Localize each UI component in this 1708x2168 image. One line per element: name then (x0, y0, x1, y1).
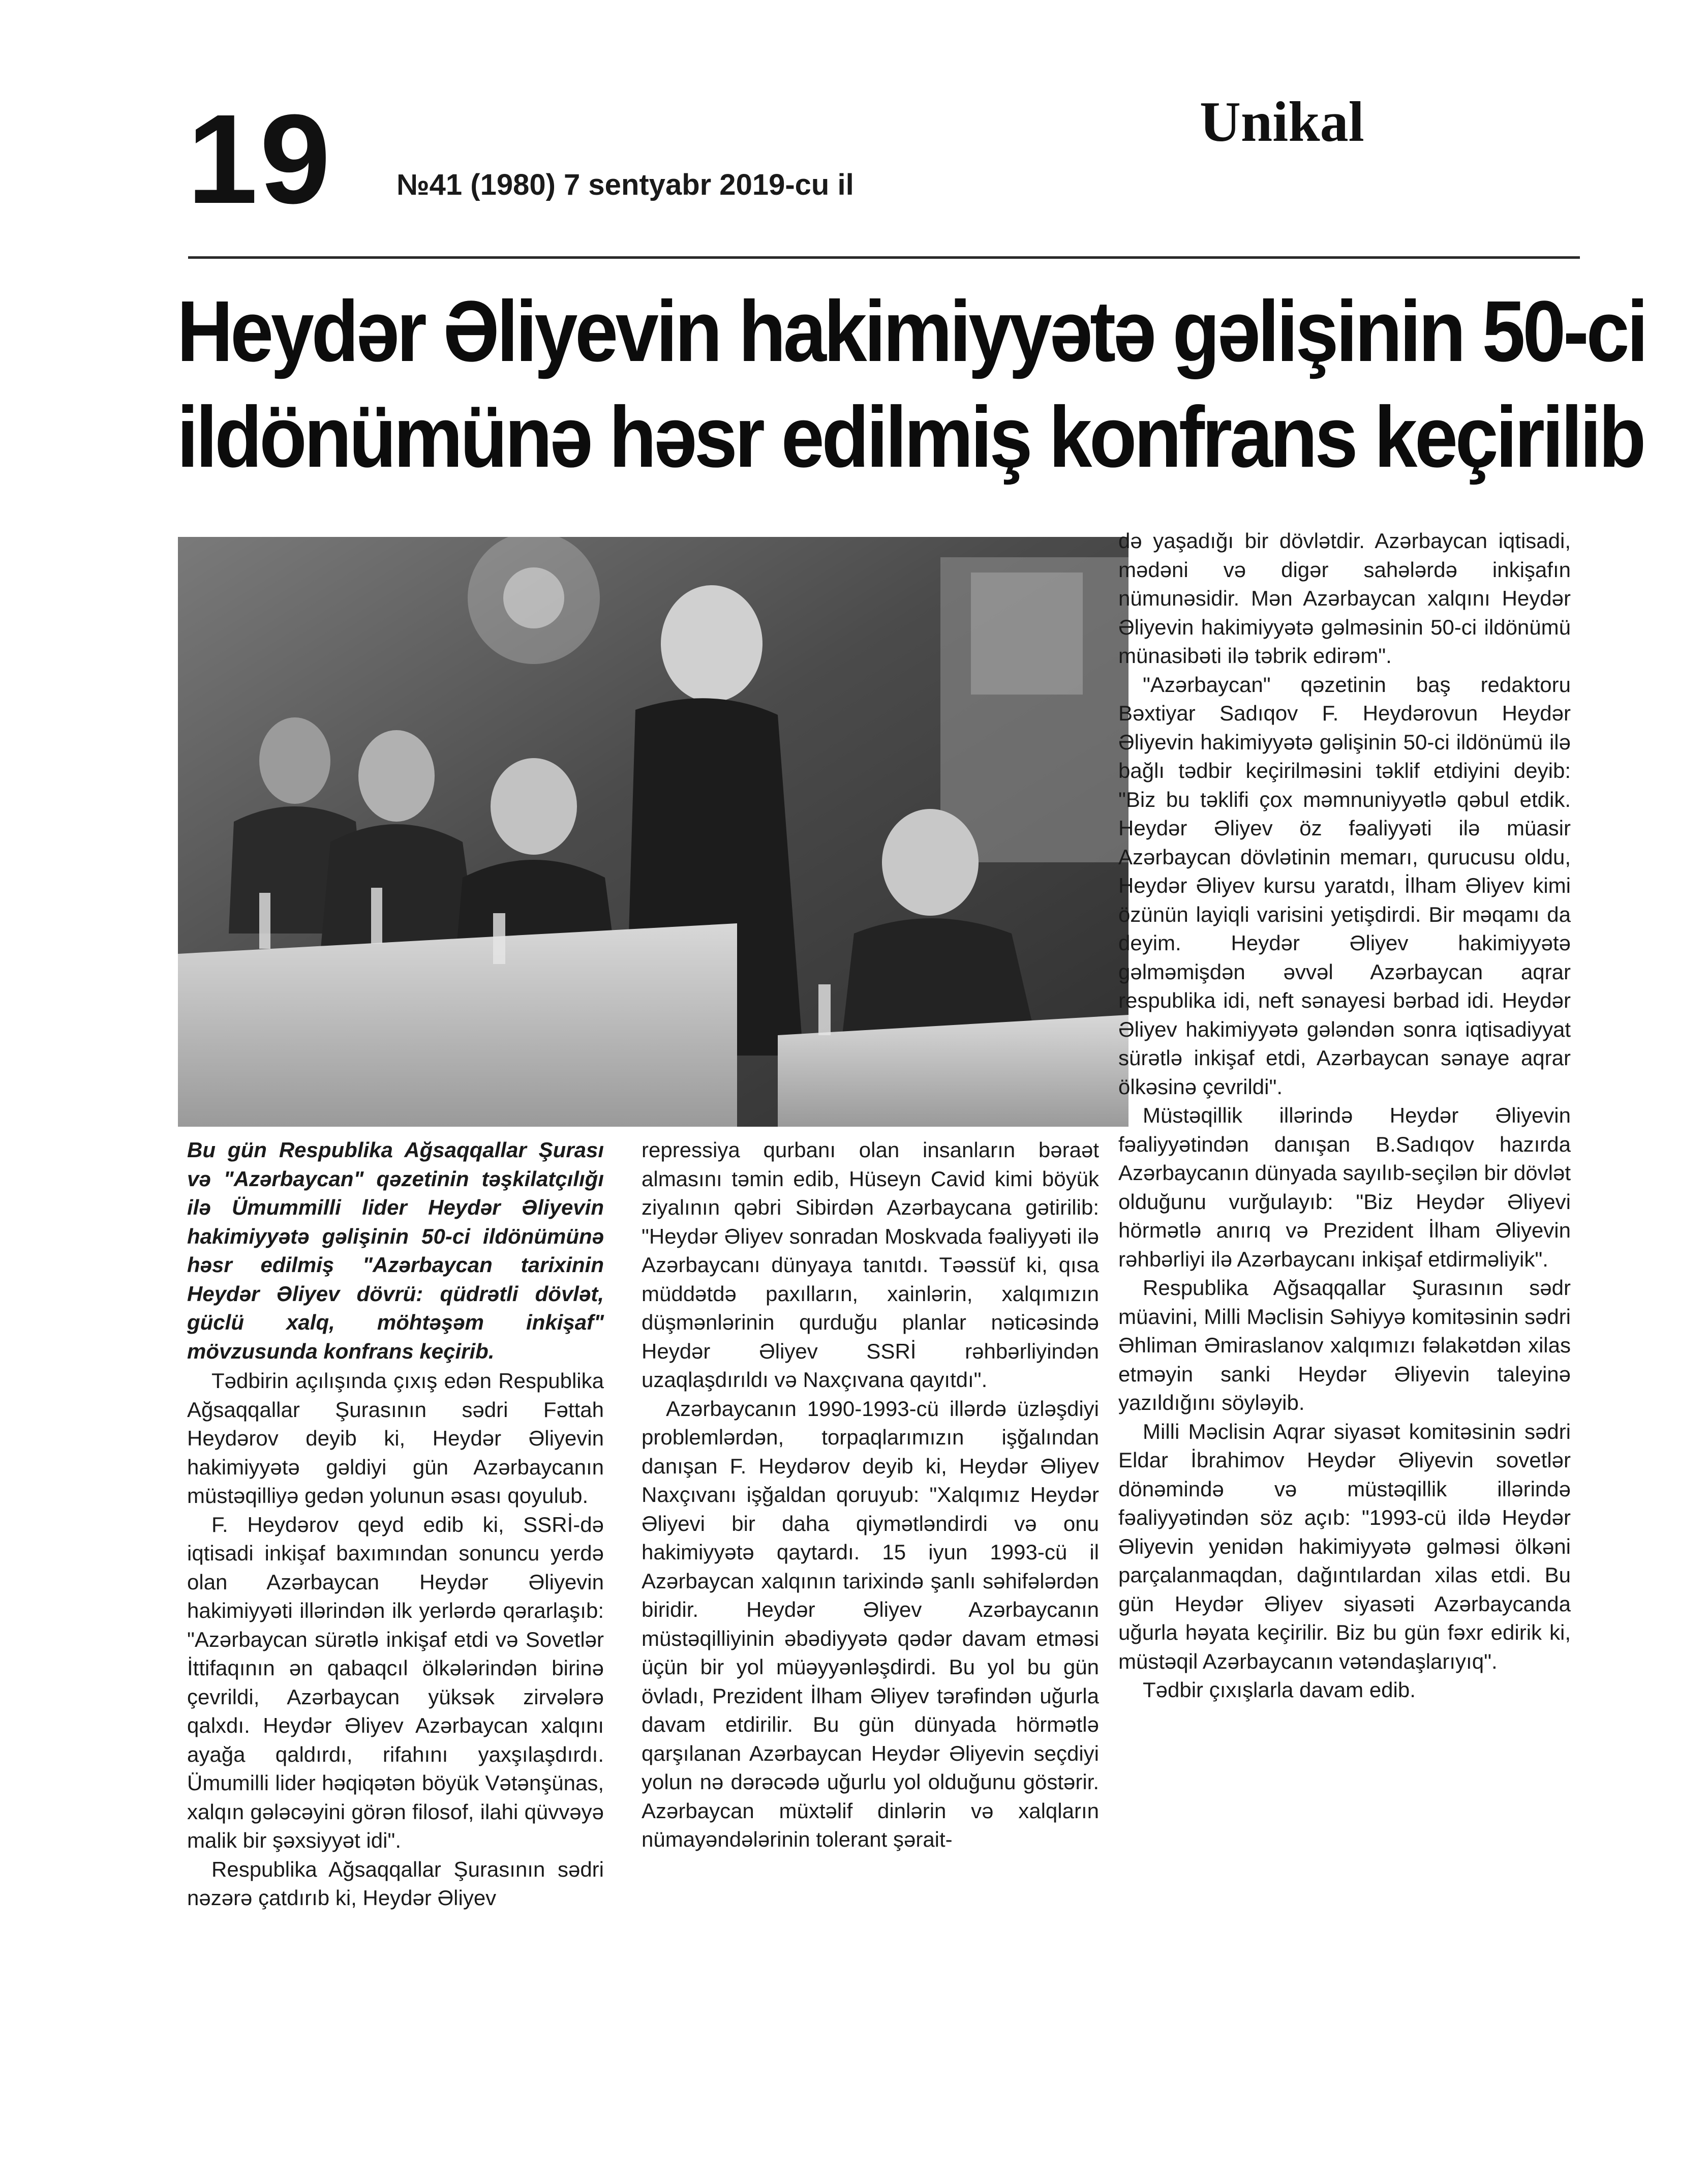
article-column-1 (187, 1136, 604, 1913)
paragraph: Respublika Ağsaqqallar Şurasının sədri nəzərə çatdırıb ki, Heydər Əliyev (187, 1857, 604, 1910)
paragraph: Müstəqillik illərində Heydər Əliyevin fəaliyyətindən danışan B.Sadıqov hazırda Azərbaycanın dünyada sayılıb-seçilən bir dövlət olduğunu vurğulayıb: "Biz Heydər Əliyevi hörmətlə anırıq və Prezident İlham Əliyevin rəhbərliyi ilə Azərbaycanı inkişaf etdirməliyik". (1118, 1103, 1571, 1271)
paragraph: Tədbir çıxışlarla davam edib. (1143, 1678, 1416, 1702)
paragraph: F. Heydərov qeyd edib ki, SSRİ-də iqtisadi inkişaf baxımından sonuncu yerdə olan Azərbaycan Heydər Əliyevin hakimiyyəti illərindən ilk yerlərdə qərarlaşıb: "Azərbaycan sürətlə inkişaf etdi və Sovetlər İttifaqının ən qabaqcıl ölkələrindən birinə çevrildi, Azərbaycan yüksək zirvələrə qalxdı. Heydər Əliyev Azərbaycan xalqını ayağa qaldırdı, rifahını yaxşılaşdırdı. Ümumilli lider həqiqətən böyük Vətənşünas, xalqın gələcəyini görən filosof, ilahi qüvvəyə malik bir şəxsiyyət idi". (187, 1512, 604, 1852)
article-column-2 (642, 1136, 1099, 1854)
article-headline (177, 279, 1646, 490)
headline-line-1: Heydər Əliyevin hakimiyyətə gəlişinin 50-ci (177, 283, 1646, 380)
article-photo (178, 537, 1128, 1127)
headline-line-2: ildönümünə həsr edilmiş konfrans keçirilib (177, 389, 1643, 486)
photo-illustration (178, 537, 1128, 1127)
publication-brand: Unikal (1200, 91, 1364, 154)
header-divider (188, 256, 1580, 259)
article-column-3 (1118, 527, 1571, 1705)
paragraph: Respublika Ağsaqqallar Şurasının sədr müavini, Milli Məclisin Səhiyyə komitəsinin sədri Əhliman Əmiraslanov xalqımızı fəlakətdən xilas etməyin sanki Heydər Əliyevin taleyinə yazıldığını söyləyib. (1118, 1276, 1571, 1414)
paragraph: "Azərbaycan" qəzetinin baş redaktoru Bəxtiyar Sadıqov F. Heydərovun Heydər Əliyevin hakimiyyətə gəlişinin 50-ci ildönümü ilə bağlı tədbir keçirilməsini təklif etdiyini deyib: "Biz bu təklifi çox məmnuniyyətlə qəbul etdik. Heydər Əliyev öz fəaliyyəti ilə müasir Azərbaycan dövlətinin memarı, qurucusu oldu, Heydər Əliyev kursu yaratdı, İlham Əliyev kimi özünün layiqli varisini yetişdirdi. Bir məqamı da deyim. Heydər Əliyev hakimiyyətə gəlməmişdən əvvəl Azərbaycan aqrar respublika idi, neft sənayesi bərbad idi. Heydər Əliyev hakimiyyətə gələndən sonra iqtisadiyyat sürətlə inkişaf etdi, Azərbaycan sənaye aqrar ölkəsinə çevrildi". (1118, 672, 1571, 1099)
paragraph: Milli Məclisin Aqrar siyasət komitəsinin sədri Eldar İbrahimov Heydər Əliyevin sovetlər dönəmində və müstəqillik illərində fəaliyyətindən söz açıb: "1993-cü ildə Heydər Əliyevin yenidən hakimiyyətə gəlməsi ölkəni parçalanmaqdan, dağıntılardan xilas etdi. Bu gün Heydər Əliyev siyasəti Azərbaycanda uğurla həyata keçirilir. Biz bu gün fəxr edirik ki, müstəqil Azərbaycanın vətəndaşlarıyıq". (1118, 1419, 1571, 1673)
paragraph: repressiya qurbanı olan insanların bəraət almasını təmin edib, Hüseyn Cavid kimi böyük ziyalının qəbri Sibirdən Azərbaycana gətirilib: "Heydər Əliyev sonradan Moskvada fəaliyyəti ilə Azərbaycanı dünyaya tanıtdı. Təəssüf ki, qısa müddətdə paxılların, xainlərin, xalqımızın düşmənlərinin qurduğu planlar nəticəsində Heydər Əliyev SSRİ rəhbərliyindən uzaqlaşdırıldı və Naxçıvana qayıtdı". (642, 1138, 1099, 1392)
issue-line: №41 (1980) 7 sentyabr 2019-cu il (396, 168, 854, 201)
paragraph: Azərbaycanın 1990-1993-cü illərdə üzləşdiyi problemlərdən, torpaqlarımızın işğalından danışan F. Heydərov deyib ki, Heydər Əliyev Naxçıvanı işğaldan qoruyub: "Xalqımız Heydər Əliyevi bir daha qiymətləndirdi və onu hakimiyyətə qaytardı. 15 iyun 1993-cü il Azərbaycan xalqının tarixində şanlı səhifələrdən biridir. Heydər Əliyev Azərbaycanın müstəqilliyinin əbədiyyətə qədər davam etməsi üçün bir yol müəyyənləşdirdi. Bu yol bu gün övladı, Prezident İlham Əliyev tərəfindən uğurla davam etdirilir. Bu gün dünyada hörmətlə qarşılanan Azərbaycan Heydər Əliyevin seçdiyi yolun nə dərəcədə uğurlu yol olduğunu göstərir. Azərbaycan müxtəlif dinlərin və xalqların nümayəndələrinin tolerant şərait- (642, 1396, 1099, 1851)
paragraph: də yaşadığı bir dövlətdir. Azərbaycan iqtisadi, mədəni və digər sahələrdə inkişafın nümunəsidir. Mən Azərbaycan xalqını Heydər Əliyevin hakimiyyətə gəlməsinin 50-ci ildönümü münasibəti ilə təbrik edirəm". (1118, 529, 1571, 668)
page-number: 19 (187, 88, 333, 230)
paragraph: Tədbirin açılışında çıxış edən Respublika Ağsaqqallar Şurasının sədri Fəttah Heydərov deyib ki, Heydər Əliyevin hakimiyyətə gəldiyi gün Azərbaycanın müstəqilliyə gedən yolunun əsası qoyulub. (187, 1369, 604, 1508)
article-lead: Bu gün Respublika Ağsaqqallar Şurası və "Azərbaycan" qəzetinin təşkilatçılığı ilə Ümummilli lider Heydər Əliyevin hakimiyyətə gəlişinin 50-ci ildönümünə həsr edilmiş "Azərbaycan tarixinin Heydər Əliyev dövrü: qüdrətli dövlət, güclü xalq, möhtəşəm inkişaf" mövzusunda konfrans keçirib. (187, 1138, 604, 1363)
